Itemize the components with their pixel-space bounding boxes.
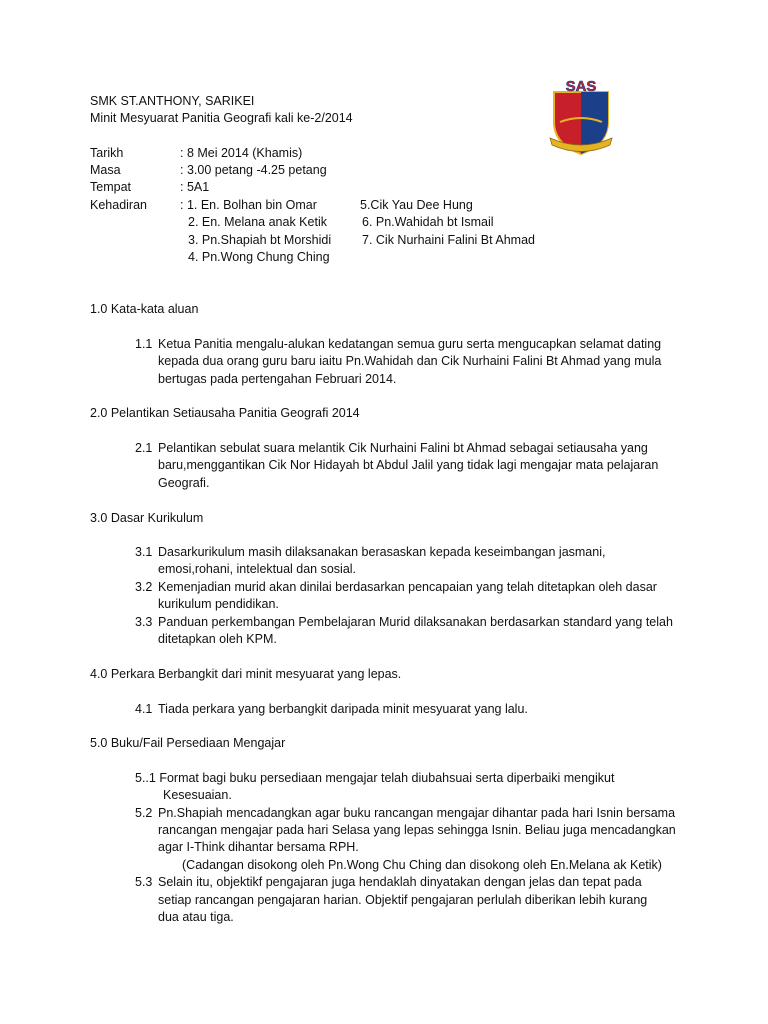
section-2-heading: 2.0 Pelantikan Setiausaha Panitia Geografi 2014 — [90, 406, 360, 420]
section-1-heading: 1.0 Kata-kata aluan — [90, 302, 199, 316]
paragraph-line: dua atau tiga. — [158, 910, 234, 924]
tempat-value: : 5A1 — [180, 180, 210, 194]
item-number: 3.3 — [135, 615, 153, 629]
section-4-heading: 4.0 Perkara Berbangkit dari minit mesyuarat yang lepas. — [90, 667, 402, 681]
crest-lettering: SAS — [565, 78, 597, 95]
paragraph-line: setiap rancangan pengajaran harian. Objektif pengajaran perlulah diberikan lebih kurang — [158, 893, 648, 907]
paragraph-line: Pelantikan sebulat suara melantik Cik Nurhaini Falini bt Ahmad sebagai setiausaha yang — [158, 441, 648, 455]
item-number: 5.2 — [135, 806, 153, 820]
item-number: 2.1 — [135, 441, 153, 455]
masa-value: : 3.00 petang -4.25 petang — [180, 163, 327, 177]
attendee-4: 4. Pn.Wong Chung Ching — [188, 250, 330, 264]
paragraph-line: ditetapkan oleh KPM. — [158, 632, 277, 646]
attendee-3: 3. Pn.Shapiah bt Morshidi — [188, 233, 332, 247]
paragraph-line: Ketua Panitia mengalu-alukan kedatangan semua guru serta mengucapkan selamat dating — [158, 337, 662, 351]
paragraph-line: emosi,rohani, intelektual dan sosial. — [158, 562, 357, 576]
item-number: 1.1 — [135, 337, 153, 351]
paragraph-line: Kesesuaian. — [163, 788, 232, 802]
item-number: 4.1 — [135, 702, 153, 716]
paragraph-line: agar I-Think dihantar bersama RPH. — [158, 840, 359, 854]
tempat-label: Tempat — [90, 180, 131, 194]
attendee-2: 2. En. Melana anak Ketik — [188, 215, 327, 229]
section-5-heading: 5.0 Buku/Fail Persediaan Mengajar — [90, 736, 286, 750]
item-number: 5.3 — [135, 875, 153, 889]
paragraph-line: Geografi. — [158, 476, 210, 490]
school-crest-logo — [548, 78, 614, 156]
masa-label: Masa — [90, 163, 121, 177]
paragraph-line: bertugas pada pertengahan Februari 2014. — [158, 372, 397, 386]
paragraph-line: (Cadangan disokong oleh Pn.Wong Chu Ching dan disokong oleh En.Melana ak Ketik) — [182, 858, 662, 872]
attendee-6: 6. Pn.Wahidah bt Ismail — [362, 215, 494, 229]
item-number: 3.1 — [135, 545, 153, 559]
item-number: 3.2 — [135, 580, 153, 594]
paragraph-line: Tiada perkara yang berbangkit daripada minit mesyuarat yang lalu. — [158, 702, 528, 716]
paragraph-line: Selain itu, objektikf pengajaran juga hendaklah dinyatakan dengan jelas dan tepat pada — [158, 875, 642, 889]
tarikh-label: Tarikh — [90, 146, 124, 160]
section-3-heading: 3.0 Dasar Kurikulum — [90, 511, 204, 525]
paragraph-line: kurikulum pendidikan. — [158, 597, 279, 611]
attendee-7: 7. Cik Nurhaini Falini Bt Ahmad — [362, 233, 535, 247]
kehadiran-label: Kehadiran — [90, 198, 147, 212]
paragraph-line: rancangan mengajar pada hari Selasa yang lepas sehingga Isnin. Beliau juga mencadangkan — [158, 823, 676, 837]
attendee-1: : 1. En. Bolhan bin Omar — [180, 198, 317, 212]
school-name: SMK ST.ANTHONY, SARIKEI — [90, 94, 255, 108]
paragraph-line: kepada dua orang guru baru iaitu Pn.Wahidah dan Cik Nurhaini Falini Bt Ahmad yang mula — [158, 354, 662, 368]
attendee-5: 5.Cik Yau Dee Hung — [360, 198, 473, 212]
paragraph-line: Kemenjadian murid akan dinilai berdasarkan pencapaian yang telah ditetapkan oleh dasar — [158, 580, 657, 594]
paragraph-line: baru,menggantikan Cik Nor Hidayah bt Abdul Jalil yang tidak lagi mengajar mata pelajaran — [158, 458, 659, 472]
paragraph-line: Panduan perkembangan Pembelajaran Murid dilaksanakan berdasarkan standard yang telah — [158, 615, 673, 629]
document-title: Minit Mesyuarat Panitia Geografi kali ke-2/2014 — [90, 111, 353, 125]
paragraph-line: Dasarkurikulum masih dilaksanakan berasaskan kepada keseimbangan jasmani, — [158, 545, 606, 559]
tarikh-value: : 8 Mei 2014 (Khamis) — [180, 146, 303, 160]
paragraph-line: 5..1 Format bagi buku persediaan mengajar telah diubahsuai serta diperbaiki mengikut — [135, 771, 615, 785]
paragraph-line: Pn.Shapiah mencadangkan agar buku rancangan mengajar dihantar pada hari Isnin bersama — [158, 806, 676, 820]
